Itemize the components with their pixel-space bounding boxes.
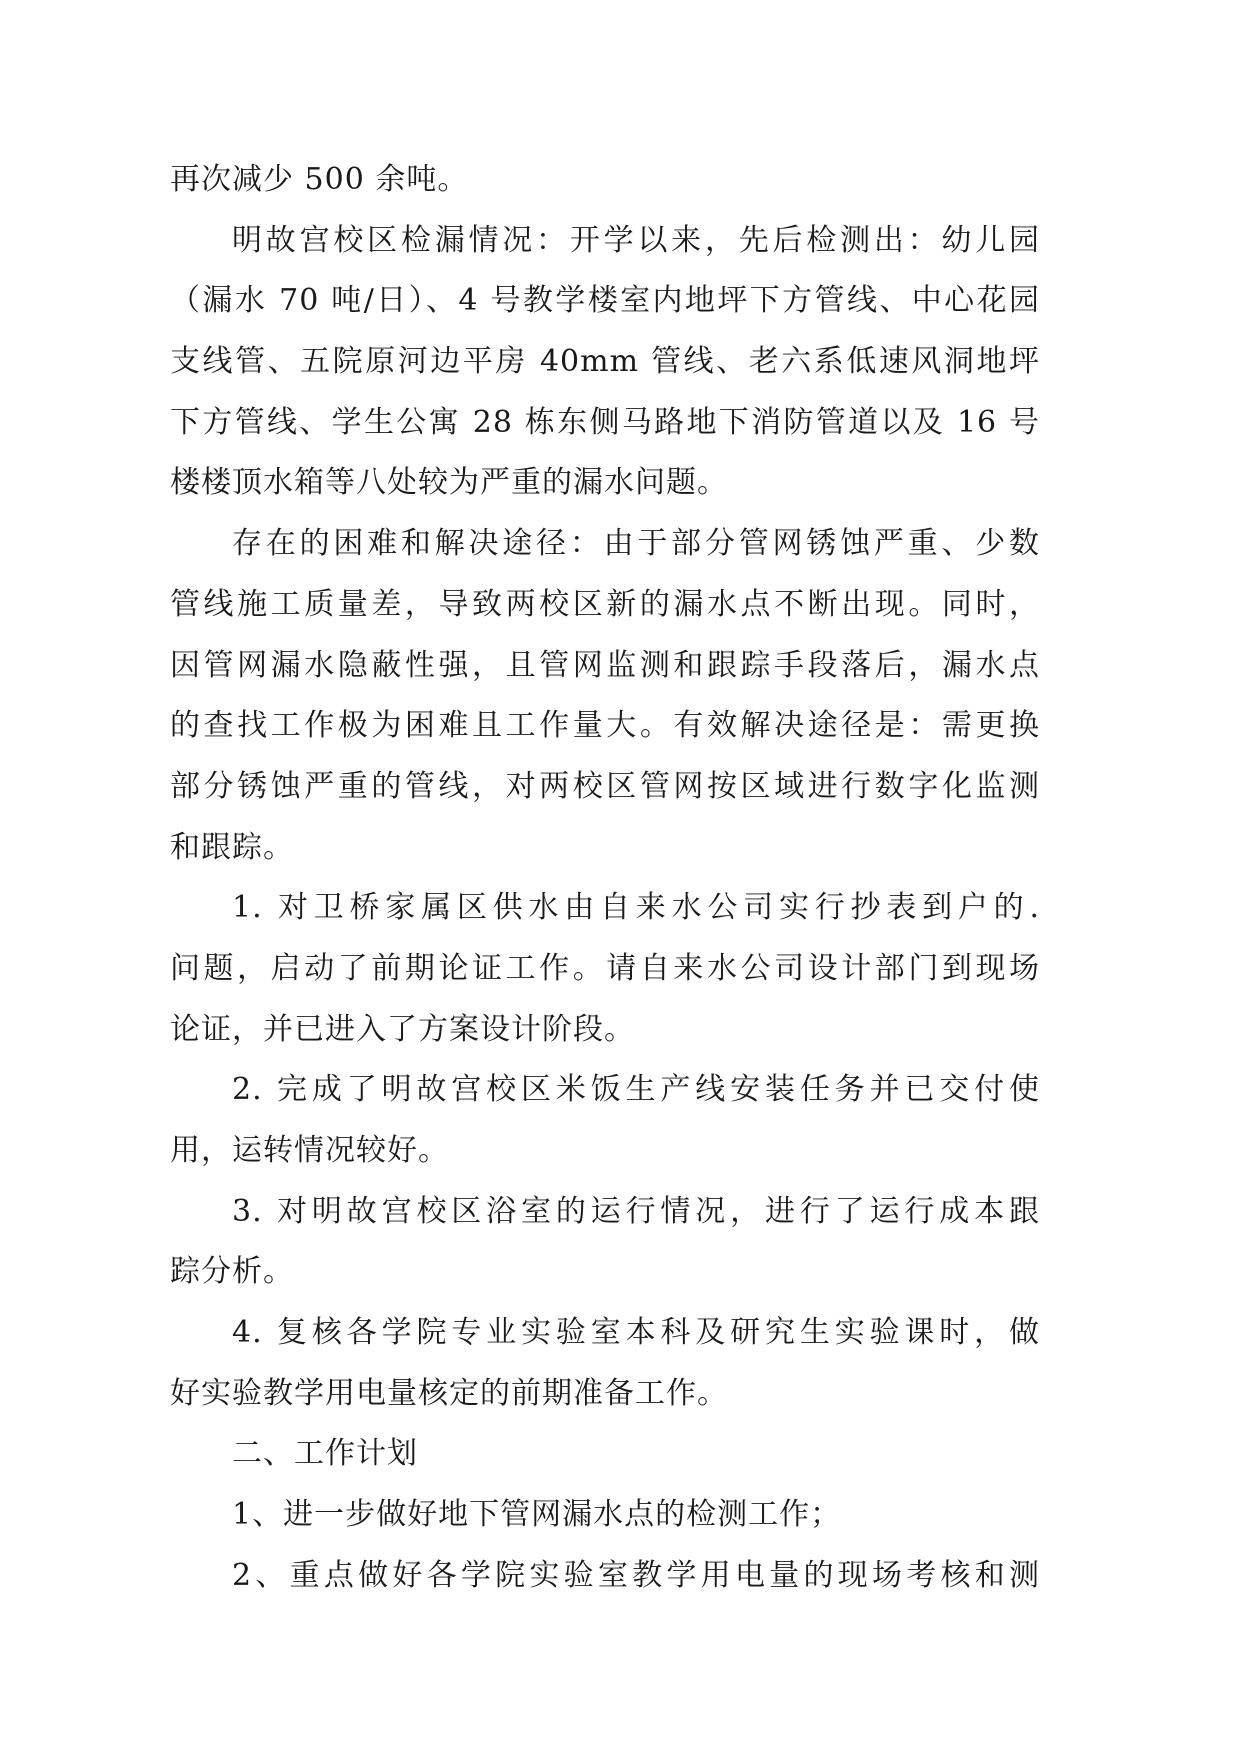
- plan-item-1: [170, 1485, 1040, 1546]
- text-line: 好实验教学用电量核定的前期准备工作。: [170, 1375, 728, 1411]
- text-line: 踪分析。: [170, 1254, 294, 1290]
- section-heading-text: 二、工作计划: [232, 1436, 418, 1472]
- text-line: 1. 对卫桥家属区供水由自来水公司实行抄表到户的.: [232, 890, 1040, 926]
- plan-item-2: [170, 1546, 1040, 1607]
- list-item-4: [170, 1303, 1040, 1424]
- text-line: 因管网漏水隐蔽性强，且管网监测和跟踪手段落后，漏水点: [170, 647, 1040, 683]
- text-line: 3. 对明故宫校区浴室的运行情况，进行了运行成本跟: [232, 1193, 1040, 1229]
- paragraph-leak-detection: [170, 211, 1040, 514]
- text-line: 管线施工质量差，导致两校区新的漏水点不断出现。同时，: [170, 586, 1040, 622]
- text-line: 再次减少 500 余吨。: [170, 162, 469, 197]
- text-line: 下方管线、学生公寓 28 栋东侧马路地下消防管道以及 16 号: [170, 404, 1040, 440]
- text-line: 4. 复核各学院专业实验室本科及研究生实验课时，做: [232, 1315, 1040, 1351]
- text-line: 明故宫校区检漏情况：开学以来，先后检测出：幼儿园: [232, 222, 1040, 258]
- text-line: 论证，并已进入了方案设计阶段。: [170, 1011, 635, 1047]
- text-line: 的查找工作极为困难且工作量大。有效解决途径是：需更换: [170, 708, 1040, 744]
- text-line: 问题，启动了前期论证工作。请自来水公司设计部门到现场: [170, 950, 1040, 986]
- document-body: [170, 150, 1040, 1607]
- text-line: 用，运转情况较好。: [170, 1133, 449, 1168]
- text-line: 2、重点做好各学院实验室教学用电量的现场考核和测: [232, 1557, 1040, 1593]
- text-line: 楼楼顶水箱等八处较为严重的漏水问题。: [170, 465, 728, 501]
- paragraph-continuation: [170, 150, 1040, 211]
- text-line: （漏水 70 吨/日）、4 号教学楼室内地坪下方管线、中心花园: [170, 283, 1040, 319]
- section-heading: [170, 1424, 1040, 1485]
- list-item-2: [170, 1060, 1040, 1181]
- text-line: 和跟踪。: [170, 829, 294, 865]
- list-item-1: [170, 878, 1040, 1060]
- text-line: 1、进一步做好地下管网漏水点的检测工作；: [232, 1497, 842, 1533]
- text-line: 部分锈蚀严重的管线，对两校区管网按区域进行数字化监测: [170, 768, 1040, 804]
- list-item-3: [170, 1182, 1040, 1303]
- paragraph-difficulties: [170, 514, 1040, 878]
- text-line: 存在的困难和解决途径：由于部分管网锈蚀严重、少数: [232, 526, 1040, 562]
- text-line: 2. 完成了明故宫校区米饭生产线安装任务并已交付使: [232, 1072, 1040, 1108]
- text-line: 支线管、五院原河边平房 40mm 管线、老六系低速风洞地坪: [170, 344, 1040, 380]
